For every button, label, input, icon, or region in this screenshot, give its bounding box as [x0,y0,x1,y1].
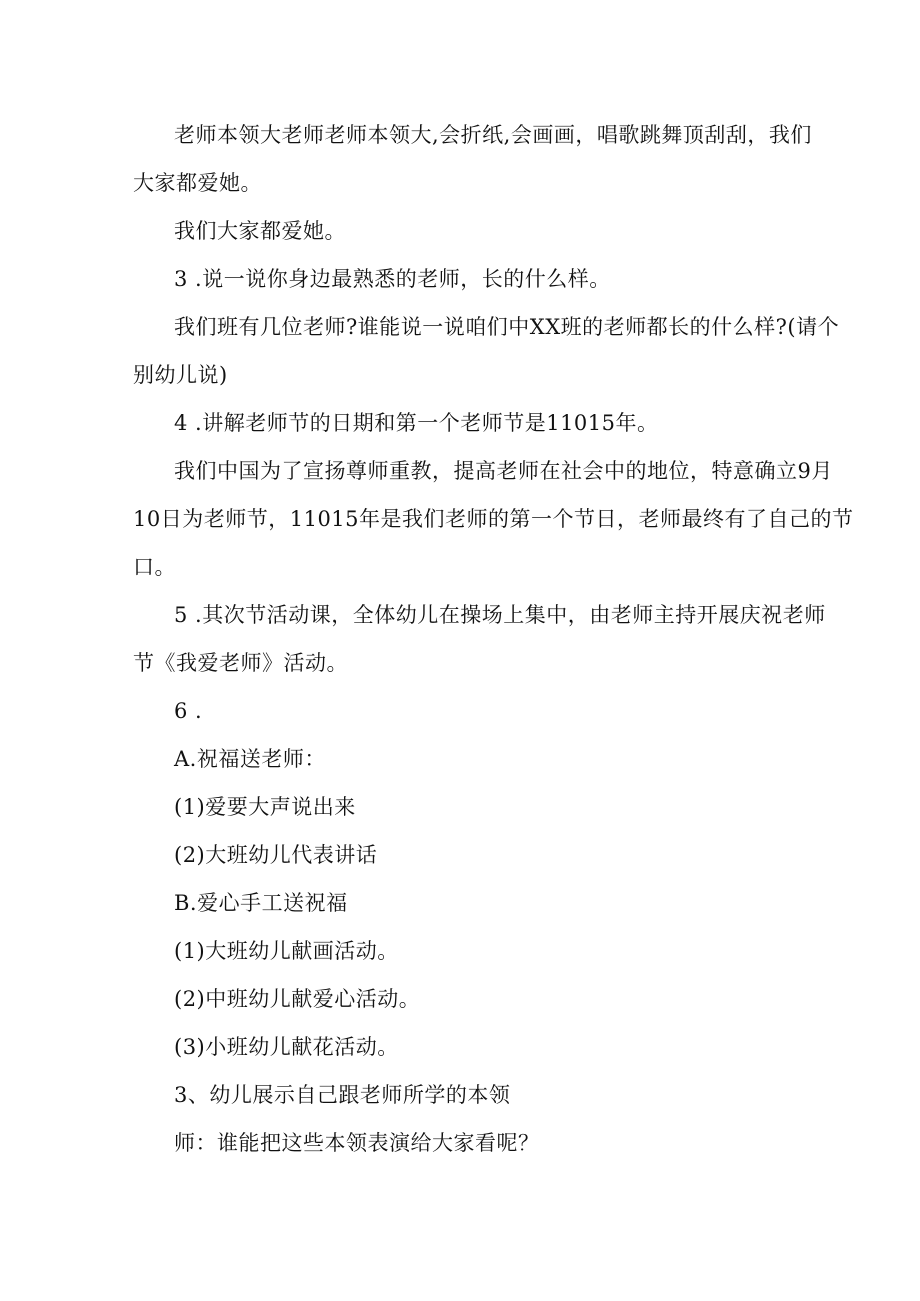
section-b-item-3: (3)小班幼儿献花活动。 [174,1035,399,1059]
paragraph-line-10: 口。 [133,555,176,579]
paragraph-line-1: 老师本领大老师老师本领大,会折纸,会画画，唱歌跳舞顶刮刮，我们 [174,123,812,147]
list-item-4: 4 .讲解老师节的日期和第一个老师节是11015年。 [174,411,659,435]
list-item-3: 3 .说一说你身边最熟悉的老师，长的什么样。 [174,267,611,291]
paragraph-line-8: 我们中国为了宣扬尊师重教，提高老师在社会中的地位，特意确立9月 [174,459,833,483]
list-item-5: 5 .其次节活动课，全体幼儿在操场上集中，由老师主持开展庆祝老师 [174,603,826,627]
paragraph-line-2: 大家都爱她。 [133,171,262,195]
section-b-item-1: (1)大班幼儿献画活动。 [174,939,399,963]
section-b-heading: B.爱心手工送祝福 [174,891,348,915]
paragraph-line-9: 10日为老师节，11015年是我们老师的第一个节日，老师最终有了自己的节 [133,507,854,531]
paragraph-line-12: 节《我爱老师》活动。 [133,651,348,675]
paragraph-line-5: 我们班有几位老师?谁能说一说咱们中XX班的老师都长的什么样?(请个 [174,315,840,339]
paragraph-line-3: 我们大家都爱她。 [174,219,346,243]
paragraph-line-6: 别幼儿说) [133,363,228,387]
section-a-heading: A.祝福送老师： [174,747,326,771]
teacher-question: 师：谁能把这些本领表演给大家看呢？ [174,1131,540,1155]
section-a-item-2: (2)大班幼儿代表讲话 [174,843,378,867]
step-3-heading: 3、幼儿展示自己跟老师所学的本领 [174,1083,511,1107]
list-item-6: 6 . [174,699,203,723]
section-a-item-1: (1)爱要大声说出来 [174,795,356,819]
section-b-item-2: (2)中班幼儿献爱心活动。 [174,987,421,1011]
